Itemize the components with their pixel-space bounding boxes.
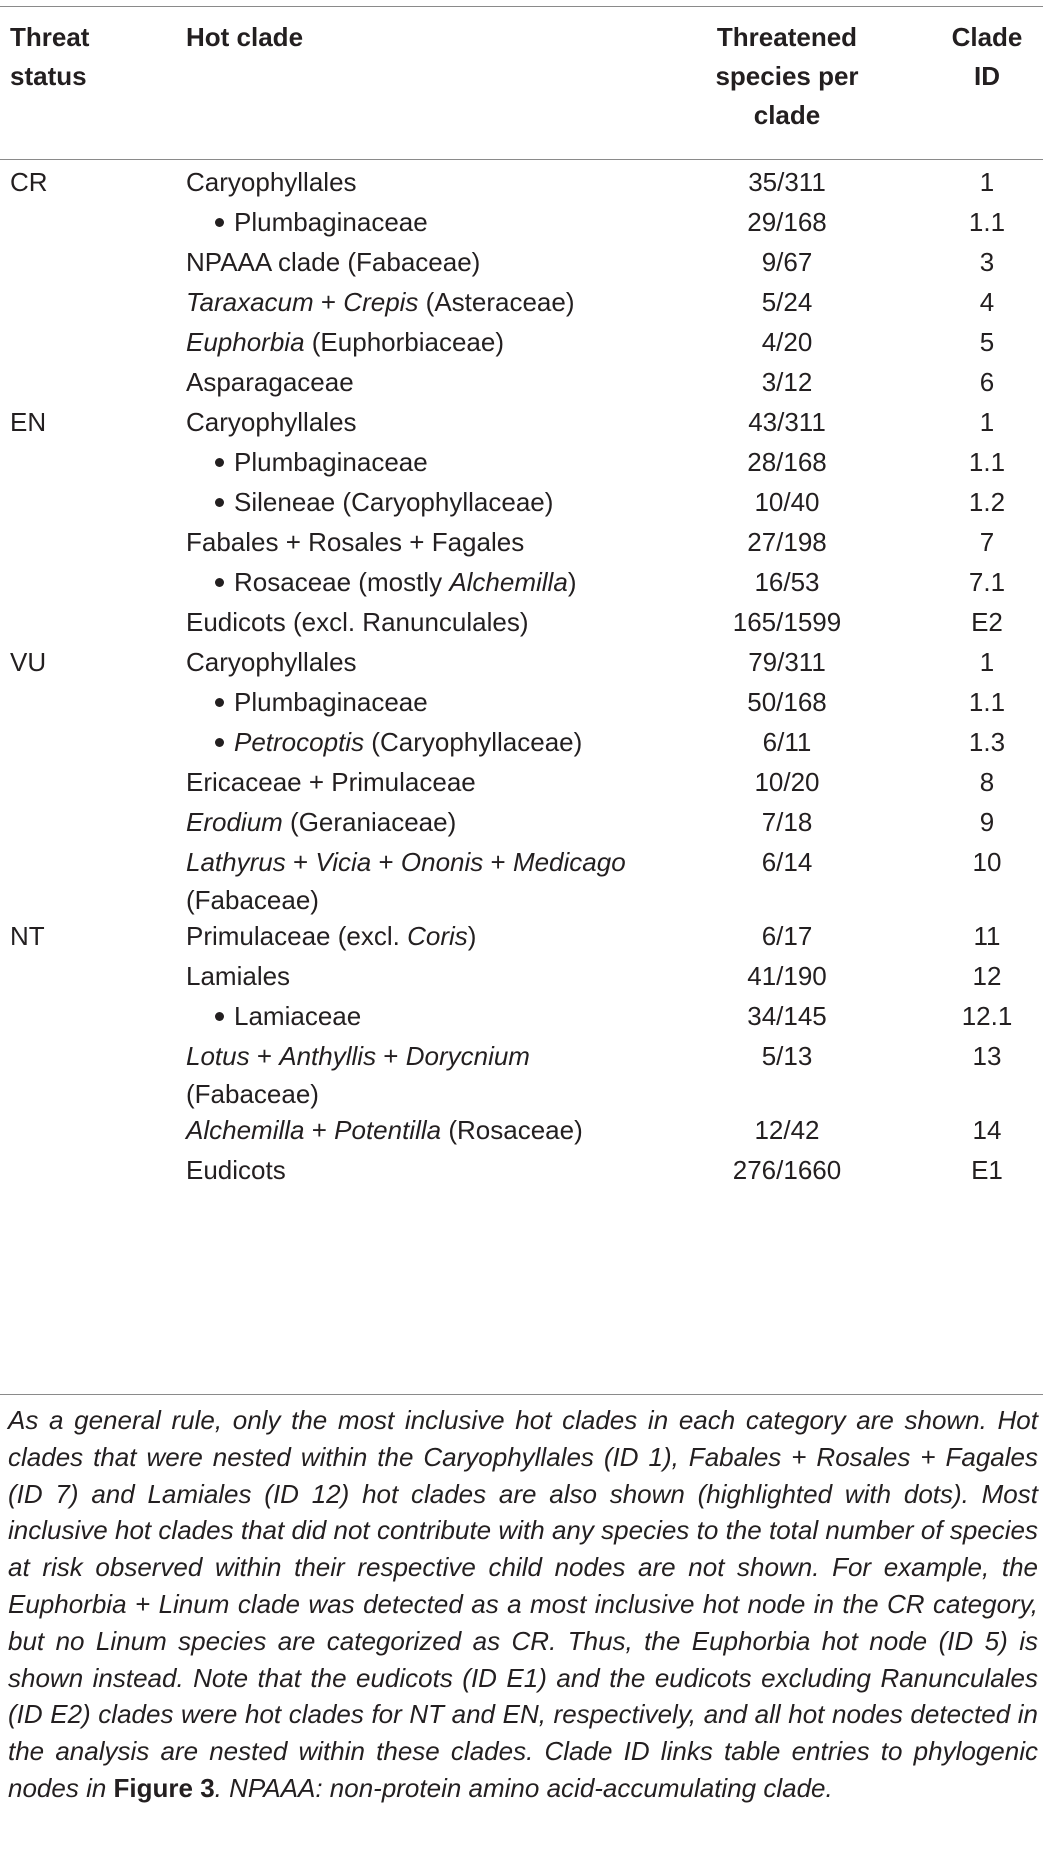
bullet-dot-icon	[215, 458, 224, 467]
hot-clade-cell	[186, 1037, 626, 1113]
hot-clade-cell	[186, 843, 626, 919]
header-text: Clade	[951, 22, 1023, 52]
hot-clade-cell	[186, 1151, 626, 1189]
clade-text: Plumbaginaceae	[234, 687, 428, 717]
nested-clade-cell	[215, 723, 635, 761]
header-text: species per	[715, 61, 859, 91]
hot-clade-cell	[186, 363, 626, 401]
threatened-ratio-cell: 79/311	[748, 647, 826, 677]
italic-taxon-name: Lotus	[186, 1041, 250, 1071]
clade-id-cell: 1	[979, 647, 995, 677]
hot-clade-cell	[186, 403, 626, 441]
nested-clade-cell	[215, 683, 635, 721]
clade-text: +	[249, 1041, 280, 1071]
clade-text: (Rosaceae)	[441, 1115, 583, 1145]
clade-text: (Fabaceae)	[186, 885, 319, 915]
clade-id-cell: 7.1	[968, 567, 1006, 597]
italic-taxon-name: Potentilla	[334, 1115, 442, 1145]
clade-text: Eudicots (excl. Ranunculales)	[186, 607, 529, 637]
threatened-ratio-cell: 4/20	[761, 327, 813, 357]
clade-id-cell: 4	[979, 287, 995, 317]
clade-text: NPAAA clade (Fabaceae)	[186, 247, 481, 277]
clade-id-cell: E1	[971, 1155, 1003, 1185]
clade-text: (Euphorbiaceae)	[304, 327, 505, 357]
footnote-text: As a general rule, only the most inclusive hot clades in each category are shown. Hot clades that were nested within the Caryophyllales (ID 1), Fabales + Rosales + Fagales (ID 7) and Lamiales (ID 12) hot clades are also shown (highlighted with dots). Most inclusive hot clades that did not contribute with any species to the total number of species at risk observed within their respective child nodes are not shown. For example, the Euphorbia + Linum clade was detected as a most inclusive hot node in the CR category, but no Linum species are categorized as CR. Thus, the Euphorbia hot node (ID 5) is shown instead. Note that the eudicots (ID E1) and the eudicots excluding Ranunculales (ID E2) clades were hot clades for NT and EN, respectively, and all hot nodes detected in the analysis are nested within these clades. Clade ID links table entries to phylogenic nodes in	[8, 1405, 1038, 1803]
nested-clade-cell	[215, 203, 635, 241]
italic-taxon-name: Vicia	[315, 847, 372, 877]
clade-text: Asparagaceae	[186, 367, 354, 397]
nested-clade-cell	[215, 483, 635, 521]
italic-taxon-name: Alchemilla	[449, 567, 568, 597]
clade-text: (Asteraceae)	[418, 287, 575, 317]
italic-taxon-name: Alchemilla	[186, 1115, 305, 1145]
header-text: clade	[753, 100, 821, 130]
header-text: status	[10, 61, 87, 91]
bullet-dot-icon	[215, 498, 224, 507]
threat-status-cell: CR	[10, 167, 48, 197]
figure-reference: Figure 3	[113, 1772, 215, 1803]
clade-text: Plumbaginaceae	[234, 447, 428, 477]
clade-text: Plumbaginaceae	[234, 207, 428, 237]
threatened-ratio-cell: 7/18	[761, 807, 813, 837]
threatened-ratio-cell: 16/53	[754, 567, 820, 597]
header-text: Hot clade	[186, 22, 304, 52]
bullet-dot-icon	[215, 738, 224, 747]
clade-text: Rosaceae (mostly	[234, 567, 450, 597]
hot-clade-cell	[186, 163, 626, 201]
threatened-ratio-cell: 27/198	[747, 527, 827, 557]
italic-taxon-name: Lathyrus	[186, 847, 286, 877]
threatened-ratio-cell: 6/14	[761, 847, 813, 877]
clade-id-cell: 1.1	[968, 687, 1006, 717]
nested-clade-cell	[215, 563, 635, 601]
italic-taxon-name: Medicago	[512, 847, 626, 877]
nested-clade-cell	[215, 443, 635, 481]
clade-id-cell: 12	[972, 961, 1002, 991]
clade-text: Lamiaceae	[234, 1001, 362, 1031]
hot-clade-cell	[186, 243, 626, 281]
clade-text: )	[567, 567, 577, 597]
clade-id-cell: 13	[972, 1041, 1002, 1071]
clade-id-cell: 1.2	[968, 487, 1006, 517]
clade-text: )	[467, 921, 477, 951]
hot-clade-cell	[186, 603, 626, 641]
bottom-rule	[0, 1394, 1043, 1395]
clade-id-cell: 12.1	[961, 1001, 1013, 1031]
threatened-ratio-cell: 50/168	[747, 687, 827, 717]
threatened-ratio-cell: 276/1660	[732, 1155, 842, 1185]
hot-clade-cell	[186, 323, 626, 361]
clade-text: Ericaceae + Primulaceae	[186, 767, 476, 797]
clade-text: Caryophyllales	[186, 647, 357, 677]
threat-status-cell: NT	[10, 921, 45, 951]
footnote-text-end: . NPAAA: non-protein amino acid-accumulating clade.	[214, 1772, 833, 1803]
italic-taxon-name: Erodium	[186, 807, 283, 837]
clade-id-cell: E2	[971, 607, 1003, 637]
italic-taxon-name: Crepis	[343, 287, 419, 317]
clade-text: +	[285, 847, 316, 877]
threatened-ratio-cell: 28/168	[747, 447, 827, 477]
italic-taxon-name: Taraxacum	[186, 287, 314, 317]
header-text: ID	[974, 61, 1000, 91]
header-text: Threatened	[716, 22, 858, 52]
bullet-dot-icon	[215, 578, 224, 587]
hot-clade-cell	[186, 917, 626, 955]
clade-text: +	[371, 847, 401, 877]
clade-text: +	[313, 287, 344, 317]
threatened-ratio-cell: 10/20	[754, 767, 820, 797]
threatened-ratio-cell: 41/190	[747, 961, 827, 991]
clade-id-cell: 3	[979, 247, 995, 277]
hot-clade-cell	[186, 283, 626, 321]
clade-id-cell: 1.1	[968, 207, 1006, 237]
header-threat-status	[10, 18, 89, 96]
clade-id-cell: 1	[979, 167, 995, 197]
clade-id-cell: 6	[979, 367, 995, 397]
italic-taxon-name: Coris	[407, 921, 468, 951]
clade-text: Fabales + Rosales + Fagales	[186, 527, 525, 557]
italic-taxon-name: Ononis	[400, 847, 484, 877]
threatened-ratio-cell: 12/42	[754, 1115, 820, 1145]
clade-id-cell: 10	[972, 847, 1002, 877]
clade-text: (Caryophyllaceae)	[364, 727, 583, 757]
threatened-ratio-cell: 6/17	[761, 921, 813, 951]
bullet-dot-icon	[215, 698, 224, 707]
table-footnote	[8, 1402, 1038, 1807]
threatened-ratio-cell: 34/145	[747, 1001, 827, 1031]
clade-text: Sileneae (Caryophyllaceae)	[234, 487, 554, 517]
clade-text: +	[376, 1041, 406, 1071]
clade-text: (Fabaceae)	[186, 1079, 319, 1109]
clade-text: Lamiales	[186, 961, 291, 991]
clade-text: Caryophyllales	[186, 407, 357, 437]
threatened-ratio-cell: 165/1599	[732, 607, 842, 637]
threatened-ratio-cell: 5/13	[761, 1041, 813, 1071]
header-text: Threat	[10, 22, 90, 52]
header-clade-id	[938, 18, 1036, 96]
bullet-dot-icon	[215, 218, 224, 227]
clade-id-cell: 7	[979, 527, 995, 557]
italic-taxon-name: Euphorbia	[186, 327, 305, 357]
clade-id-cell: 1	[979, 407, 995, 437]
clade-id-cell: 8	[979, 767, 995, 797]
threatened-ratio-cell: 35/311	[748, 167, 826, 197]
threatened-ratio-cell: 3/12	[761, 367, 813, 397]
threat-status-cell: VU	[10, 647, 47, 677]
threatened-ratio-cell: 10/40	[754, 487, 820, 517]
hot-clade-cell	[186, 957, 626, 995]
clade-id-cell: 14	[972, 1115, 1002, 1145]
hot-clade-cell	[186, 523, 626, 561]
italic-taxon-name: Anthyllis	[279, 1041, 377, 1071]
threatened-ratio-cell: 43/311	[748, 407, 826, 437]
threatened-ratio-cell: 9/67	[761, 247, 813, 277]
italic-taxon-name: Petrocoptis	[234, 727, 365, 757]
clade-text: +	[483, 847, 513, 877]
header-threatened-species	[692, 18, 882, 135]
bullet-dot-icon	[215, 1012, 224, 1021]
threatened-ratio-cell: 29/168	[747, 207, 827, 237]
nested-clade-cell	[215, 997, 635, 1035]
top-rule	[0, 6, 1043, 7]
hot-clade-cell	[186, 763, 626, 801]
header-rule	[0, 159, 1043, 160]
hot-clade-cell	[186, 643, 626, 681]
clade-text: Primulaceae (excl.	[186, 921, 408, 951]
clade-text: (Geraniaceae)	[282, 807, 457, 837]
threatened-ratio-cell: 6/11	[762, 727, 812, 757]
clade-id-cell: 11	[973, 921, 1001, 951]
clade-id-cell: 9	[979, 807, 995, 837]
clade-id-cell: 1.3	[968, 727, 1006, 757]
hot-clade-cell	[186, 803, 626, 841]
clade-id-cell: 1.1	[968, 447, 1006, 477]
clade-text: Caryophyllales	[186, 167, 357, 197]
hot-clade-cell	[186, 1111, 626, 1149]
clade-id-cell: 5	[979, 327, 995, 357]
italic-taxon-name: Dorycnium	[405, 1041, 530, 1071]
threatened-ratio-cell: 5/24	[761, 287, 813, 317]
clade-text: +	[304, 1115, 335, 1145]
clade-text: Eudicots	[186, 1155, 286, 1185]
threat-status-cell: EN	[10, 407, 47, 437]
header-hot-clade	[186, 18, 303, 57]
